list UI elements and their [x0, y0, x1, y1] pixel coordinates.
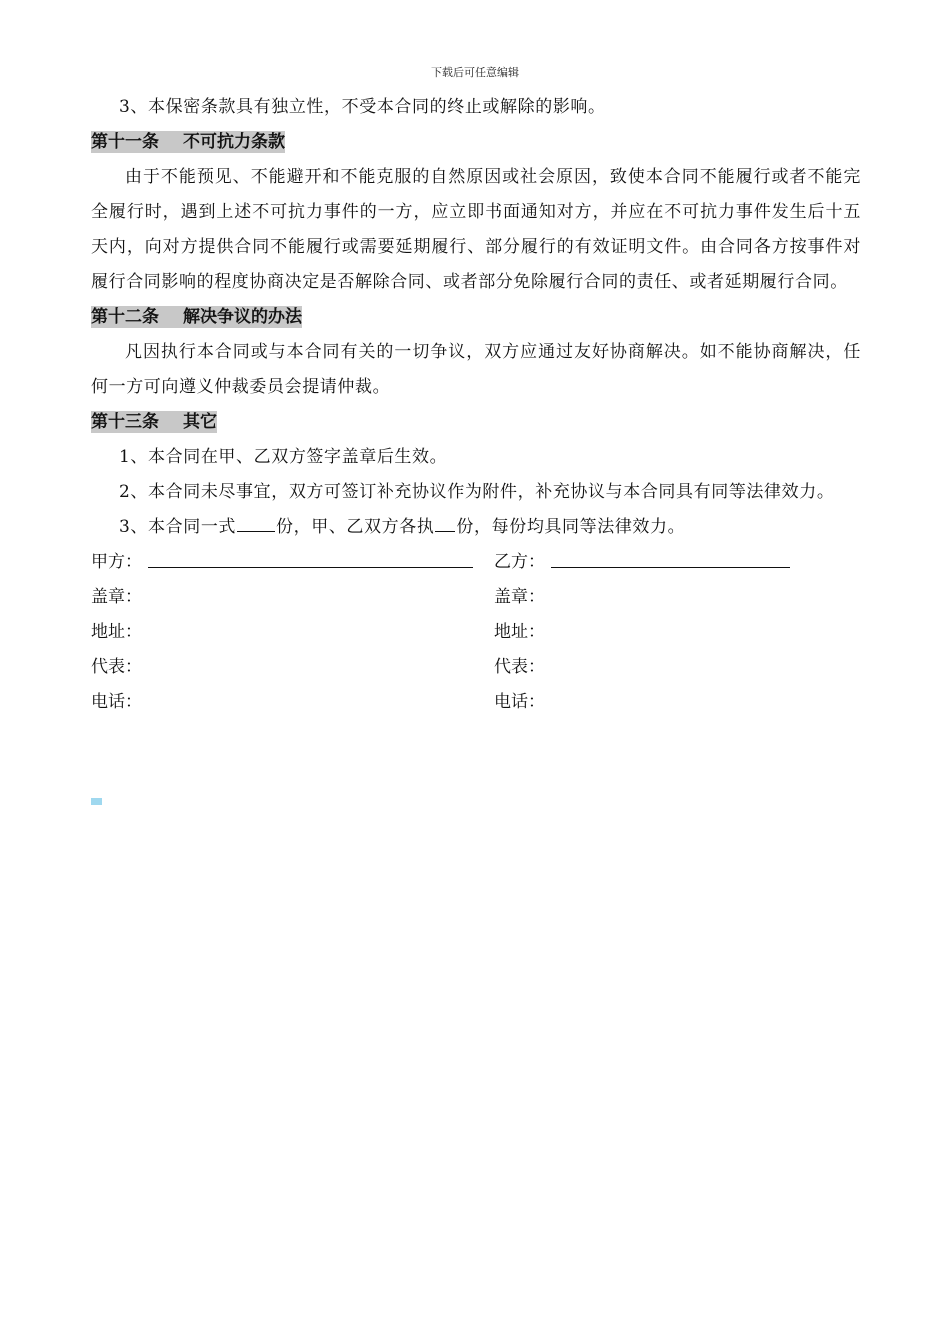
article-13-number: 第十三条: [91, 412, 159, 432]
party-a-seal-label: 盖章：: [91, 587, 142, 607]
confidentiality-item-3: 3、本保密条款具有独立性，不受本合同的终止或解除的影响。: [119, 97, 606, 117]
item-3-text-3: 份，每份均具同等法律效力。: [456, 517, 686, 537]
article-12-body: 凡因执行本合同或与本合同有关的一切争议，双方应通过友好协商解决。如不能协商解决，任何一方可向遵义仲裁委员会提请仲裁。: [91, 342, 861, 397]
document-body: [91, 90, 861, 720]
article-11-body: 由于不能预见、不能避开和不能克服的自然原因或社会原因，致使本合同不能履行或者不能完全履行时，遇到上述不可抗力事件的一方，应立即书面通知对方，并应在不可抗力事件发生后十五天内，向对方提供合同不能履行或需要延期履行、部分履行的有效证明文件。由合同各方按事件对履行合同影响的程度协商决定是否解除合同、或者部分免除履行合同的责任、或者延期履行合同。: [91, 167, 861, 292]
article-13-item-1: 1、本合同在甲、乙双方签字盖章后生效。: [119, 447, 448, 467]
article-11-number: 第十一条: [91, 132, 159, 152]
article-13-title: 其它: [183, 412, 217, 432]
article-12-heading: [91, 300, 861, 335]
party-b-signature-line[interactable]: [551, 567, 790, 568]
party-a-address-label: 地址：: [91, 622, 142, 642]
party-b-label: 乙方：: [494, 552, 545, 572]
article-13-item-3: [91, 510, 861, 545]
signature-row-phone: [91, 685, 861, 720]
signature-row-rep: [91, 650, 861, 685]
article-11-title: 不可抗力条款: [183, 132, 285, 152]
copies-each-blank[interactable]: [435, 513, 455, 532]
text-cursor-marker: [91, 798, 102, 805]
party-b-rep-label: 代表：: [494, 657, 545, 677]
item-3-text-2: 份，甲、乙双方各执: [276, 517, 435, 537]
copies-total-blank[interactable]: [237, 513, 275, 532]
party-b-phone-label: 电话：: [494, 692, 545, 712]
party-a-signature-line[interactable]: [148, 567, 473, 568]
party-b-address-label: 地址：: [494, 622, 545, 642]
article-13-heading: [91, 405, 861, 440]
signature-row-seal: [91, 580, 861, 615]
party-a-rep-label: 代表：: [91, 657, 142, 677]
article-11-heading: [91, 125, 861, 160]
article-12-number: 第十二条: [91, 307, 159, 327]
page-header: 下载后可任意编辑: [431, 66, 519, 79]
article-13-item-2: 2、本合同未尽事宜，双方可签订补充协议作为附件，补充协议与本合同具有同等法律效力。: [119, 482, 835, 502]
signature-row-party: [91, 545, 861, 580]
signature-block: [91, 545, 861, 720]
item-3-text-1: 3、本合同一式: [119, 517, 237, 537]
party-a-label: 甲方：: [91, 552, 142, 572]
signature-row-address: [91, 615, 861, 650]
article-12-title: 解决争议的办法: [183, 307, 302, 327]
party-b-seal-label: 盖章：: [494, 587, 545, 607]
party-a-phone-label: 电话：: [91, 692, 142, 712]
